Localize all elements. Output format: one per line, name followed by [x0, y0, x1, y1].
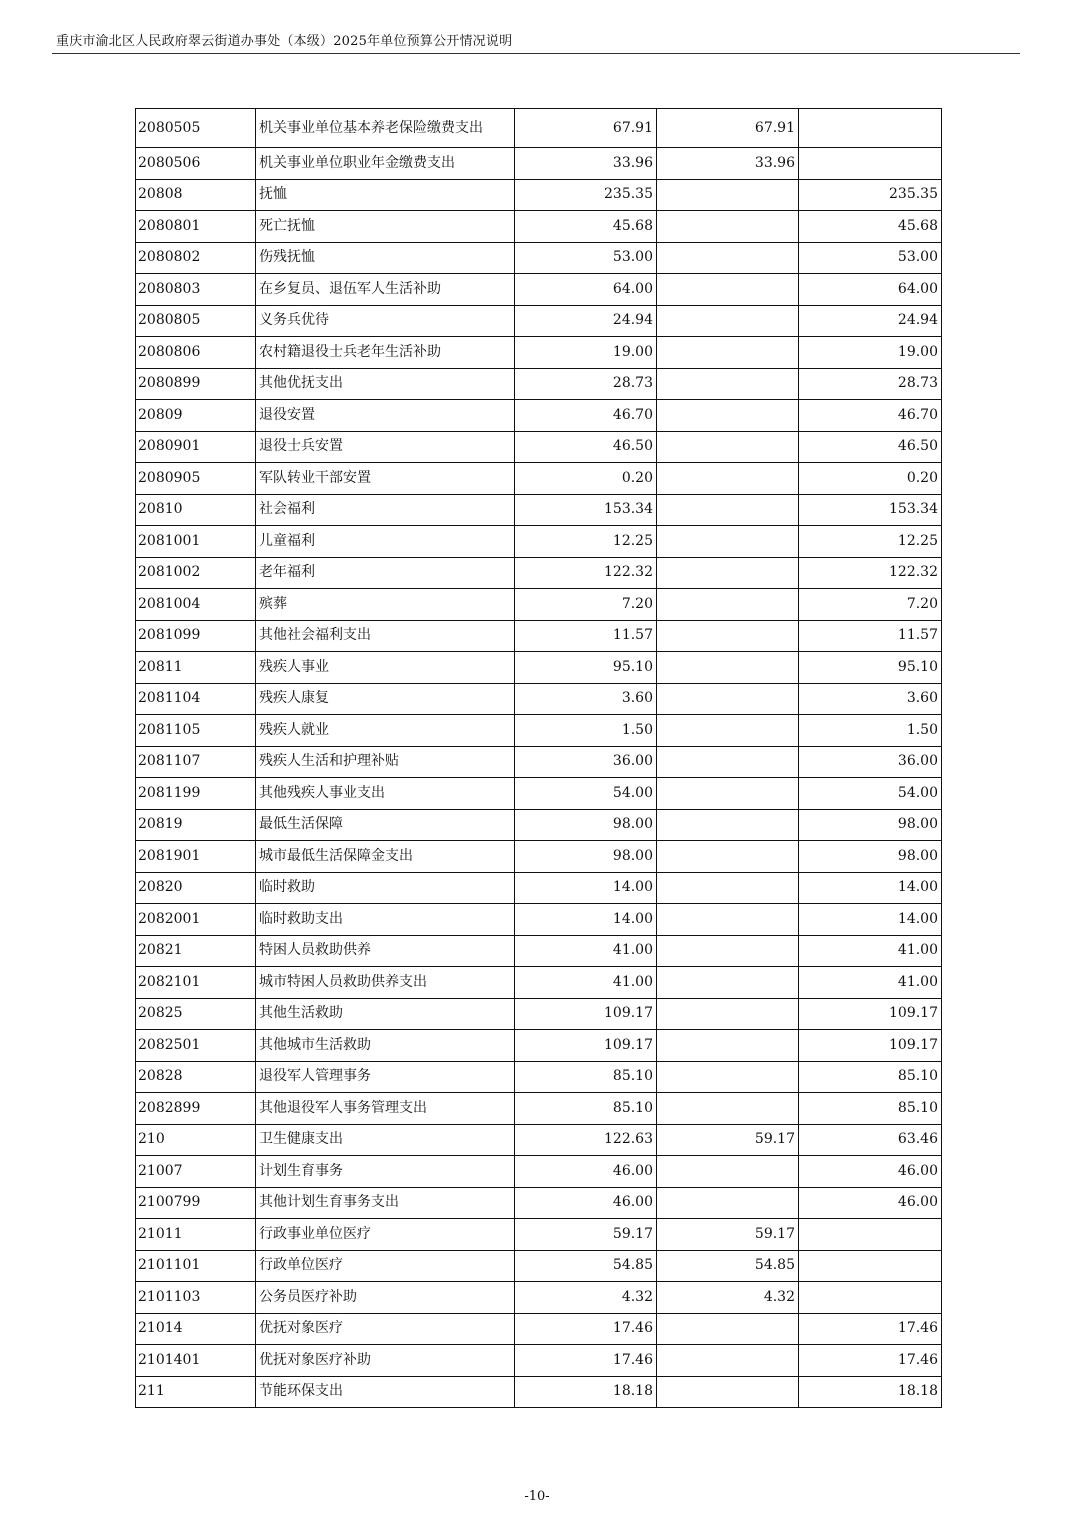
cell-function-name: 城市特困人员救助供养支出: [256, 967, 515, 999]
cell-basic-expenditure: [657, 242, 799, 274]
cell-total: 4.32: [515, 1282, 657, 1314]
cell-function-name: 退役安置: [256, 400, 515, 432]
cell-function-name: 死亡抚恤: [256, 211, 515, 243]
cell-function-name: 卫生健康支出: [256, 1124, 515, 1156]
cell-project-expenditure: [799, 1282, 942, 1314]
cell-function-name: 最低生活保障: [256, 809, 515, 841]
table-row: [136, 400, 942, 432]
cell-project-expenditure: 153.34: [799, 494, 942, 526]
table-row: [136, 463, 942, 495]
cell-basic-expenditure: [657, 526, 799, 558]
table-row: [136, 211, 942, 243]
cell-function-name: 机关事业单位职业年金缴费支出: [256, 148, 515, 180]
cell-basic-expenditure: [657, 305, 799, 337]
cell-basic-expenditure: [657, 557, 799, 589]
cell-function-code: 21014: [136, 1313, 256, 1345]
table-row: [136, 305, 942, 337]
cell-basic-expenditure: [657, 778, 799, 810]
cell-function-code: 2082899: [136, 1093, 256, 1125]
cell-basic-expenditure: [657, 620, 799, 652]
cell-function-code: 2081901: [136, 841, 256, 873]
cell-basic-expenditure: [657, 872, 799, 904]
cell-project-expenditure: [799, 109, 942, 148]
cell-project-expenditure: [799, 148, 942, 180]
cell-basic-expenditure: [657, 1376, 799, 1408]
cell-total: 17.46: [515, 1313, 657, 1345]
cell-basic-expenditure: [657, 715, 799, 747]
cell-project-expenditure: 3.60: [799, 683, 942, 715]
cell-function-name: 老年福利: [256, 557, 515, 589]
table-row: [136, 1156, 942, 1188]
cell-function-code: 2080802: [136, 242, 256, 274]
cell-project-expenditure: 109.17: [799, 998, 942, 1030]
cell-basic-expenditure: [657, 904, 799, 936]
cell-project-expenditure: 109.17: [799, 1030, 942, 1062]
table-row: [136, 148, 942, 180]
cell-basic-expenditure: [657, 337, 799, 369]
cell-function-code: 2081099: [136, 620, 256, 652]
cell-function-code: 20809: [136, 400, 256, 432]
cell-function-code: 21011: [136, 1219, 256, 1251]
table-row: [136, 778, 942, 810]
table-row: [136, 1282, 942, 1314]
table-row: [136, 967, 942, 999]
cell-function-code: 2081199: [136, 778, 256, 810]
cell-total: 1.50: [515, 715, 657, 747]
cell-basic-expenditure: [657, 652, 799, 684]
table-row: [136, 935, 942, 967]
cell-function-code: 20810: [136, 494, 256, 526]
table-row: [136, 368, 942, 400]
cell-basic-expenditure: [657, 1061, 799, 1093]
cell-basic-expenditure: [657, 967, 799, 999]
cell-basic-expenditure: 54.85: [657, 1250, 799, 1282]
table-row: [136, 683, 942, 715]
page-number: -10-: [524, 1489, 550, 1504]
table-row: [136, 1345, 942, 1377]
cell-total: 19.00: [515, 337, 657, 369]
cell-project-expenditure: 18.18: [799, 1376, 942, 1408]
cell-basic-expenditure: [657, 463, 799, 495]
table-row: [136, 746, 942, 778]
cell-project-expenditure: 12.25: [799, 526, 942, 558]
table-row: [136, 1250, 942, 1282]
cell-project-expenditure: 45.68: [799, 211, 942, 243]
cell-total: 18.18: [515, 1376, 657, 1408]
table-row: [136, 1219, 942, 1251]
cell-function-code: 2080805: [136, 305, 256, 337]
cell-total: 41.00: [515, 967, 657, 999]
cell-function-name: 优抚对象医疗: [256, 1313, 515, 1345]
budget-table: [135, 108, 942, 1408]
page-header-title: 重庆市渝北区人民政府翠云街道办事处（本级）2025年单位预算公开情况说明: [56, 34, 513, 49]
cell-project-expenditure: 46.70: [799, 400, 942, 432]
cell-function-code: 2080899: [136, 368, 256, 400]
cell-function-name: 残疾人事业: [256, 652, 515, 684]
cell-function-name: 殡葬: [256, 589, 515, 621]
cell-function-name: 行政事业单位医疗: [256, 1219, 515, 1251]
cell-basic-expenditure: [657, 1313, 799, 1345]
cell-function-code: 210: [136, 1124, 256, 1156]
cell-project-expenditure: 85.10: [799, 1093, 942, 1125]
table-row: [136, 557, 942, 589]
cell-function-name: 退役军人管理事务: [256, 1061, 515, 1093]
table-row: [136, 998, 942, 1030]
cell-total: 28.73: [515, 368, 657, 400]
cell-function-name: 抚恤: [256, 179, 515, 211]
cell-total: 46.00: [515, 1187, 657, 1219]
budget-table-body: [136, 109, 942, 1408]
cell-basic-expenditure: [657, 1345, 799, 1377]
cell-total: 14.00: [515, 904, 657, 936]
table-row: [136, 242, 942, 274]
cell-project-expenditure: 98.00: [799, 809, 942, 841]
table-row: [136, 841, 942, 873]
cell-project-expenditure: 64.00: [799, 274, 942, 306]
table-row: [136, 1061, 942, 1093]
header-divider: [52, 53, 1020, 54]
cell-basic-expenditure: [657, 211, 799, 243]
cell-function-name: 优抚对象医疗补助: [256, 1345, 515, 1377]
cell-total: 98.00: [515, 809, 657, 841]
cell-total: 153.34: [515, 494, 657, 526]
cell-function-code: 2082001: [136, 904, 256, 936]
cell-function-name: 在乡复员、退伍军人生活补助: [256, 274, 515, 306]
cell-total: 109.17: [515, 1030, 657, 1062]
cell-project-expenditure: 54.00: [799, 778, 942, 810]
cell-project-expenditure: [799, 1219, 942, 1251]
cell-function-code: 2101401: [136, 1345, 256, 1377]
cell-function-name: 社会福利: [256, 494, 515, 526]
cell-function-code: 2080901: [136, 431, 256, 463]
cell-function-code: 21007: [136, 1156, 256, 1188]
cell-project-expenditure: 98.00: [799, 841, 942, 873]
cell-function-name: 城市最低生活保障金支出: [256, 841, 515, 873]
cell-function-code: 2081104: [136, 683, 256, 715]
cell-function-name: 军队转业干部安置: [256, 463, 515, 495]
cell-total: 36.00: [515, 746, 657, 778]
cell-function-name: 残疾人生活和护理补贴: [256, 746, 515, 778]
cell-project-expenditure: 46.00: [799, 1187, 942, 1219]
cell-basic-expenditure: [657, 1187, 799, 1219]
table-row: [136, 526, 942, 558]
table-row: [136, 1124, 942, 1156]
cell-function-code: 2081004: [136, 589, 256, 621]
cell-function-name: 其他生活救助: [256, 998, 515, 1030]
cell-function-code: 2080806: [136, 337, 256, 369]
cell-basic-expenditure: [657, 841, 799, 873]
cell-function-name: 农村籍退役士兵老年生活补助: [256, 337, 515, 369]
cell-function-name: 残疾人康复: [256, 683, 515, 715]
table-row: [136, 1093, 942, 1125]
cell-function-name: 行政单位医疗: [256, 1250, 515, 1282]
table-row: [136, 715, 942, 747]
cell-basic-expenditure: [657, 1030, 799, 1062]
cell-project-expenditure: 36.00: [799, 746, 942, 778]
cell-total: 0.20: [515, 463, 657, 495]
cell-total: 14.00: [515, 872, 657, 904]
cell-total: 46.70: [515, 400, 657, 432]
cell-basic-expenditure: [657, 274, 799, 306]
cell-project-expenditure: 14.00: [799, 872, 942, 904]
cell-function-code: 2081107: [136, 746, 256, 778]
cell-function-name: 残疾人就业: [256, 715, 515, 747]
cell-total: 98.00: [515, 841, 657, 873]
cell-total: 122.32: [515, 557, 657, 589]
cell-total: 64.00: [515, 274, 657, 306]
cell-basic-expenditure: [657, 935, 799, 967]
cell-project-expenditure: 24.94: [799, 305, 942, 337]
cell-basic-expenditure: [657, 589, 799, 621]
cell-project-expenditure: 122.32: [799, 557, 942, 589]
cell-function-code: 2081002: [136, 557, 256, 589]
cell-function-name: 义务兵优待: [256, 305, 515, 337]
cell-project-expenditure: [799, 1250, 942, 1282]
cell-function-code: 20820: [136, 872, 256, 904]
cell-basic-expenditure: 59.17: [657, 1124, 799, 1156]
cell-project-expenditure: 46.00: [799, 1156, 942, 1188]
cell-total: 46.50: [515, 431, 657, 463]
cell-total: 41.00: [515, 935, 657, 967]
cell-project-expenditure: 46.50: [799, 431, 942, 463]
cell-project-expenditure: 41.00: [799, 967, 942, 999]
cell-total: 122.63: [515, 1124, 657, 1156]
cell-function-name: 临时救助支出: [256, 904, 515, 936]
table-row: [136, 337, 942, 369]
cell-basic-expenditure: 4.32: [657, 1282, 799, 1314]
cell-total: 24.94: [515, 305, 657, 337]
cell-project-expenditure: 235.35: [799, 179, 942, 211]
cell-project-expenditure: 17.46: [799, 1313, 942, 1345]
cell-function-name: 其他残疾人事业支出: [256, 778, 515, 810]
cell-project-expenditure: 19.00: [799, 337, 942, 369]
cell-function-name: 机关事业单位基本养老保险缴费支出: [256, 109, 515, 148]
cell-total: 85.10: [515, 1093, 657, 1125]
cell-total: 11.57: [515, 620, 657, 652]
cell-basic-expenditure: [657, 431, 799, 463]
cell-total: 85.10: [515, 1061, 657, 1093]
cell-project-expenditure: 14.00: [799, 904, 942, 936]
table-row: [136, 589, 942, 621]
cell-function-code: 2080803: [136, 274, 256, 306]
cell-function-code: 2101103: [136, 1282, 256, 1314]
cell-total: 53.00: [515, 242, 657, 274]
cell-total: 59.17: [515, 1219, 657, 1251]
cell-project-expenditure: 63.46: [799, 1124, 942, 1156]
cell-function-code: 2100799: [136, 1187, 256, 1219]
cell-project-expenditure: 95.10: [799, 652, 942, 684]
cell-function-code: 2082501: [136, 1030, 256, 1062]
cell-function-code: 20819: [136, 809, 256, 841]
table-row: [136, 872, 942, 904]
table-row: [136, 494, 942, 526]
cell-function-code: 20825: [136, 998, 256, 1030]
cell-function-code: 2081105: [136, 715, 256, 747]
cell-basic-expenditure: 59.17: [657, 1219, 799, 1251]
cell-function-code: 2082101: [136, 967, 256, 999]
cell-function-name: 其他城市生活救助: [256, 1030, 515, 1062]
cell-project-expenditure: 11.57: [799, 620, 942, 652]
table-row: [136, 1030, 942, 1062]
cell-function-code: 20828: [136, 1061, 256, 1093]
table-row: [136, 109, 942, 148]
cell-basic-expenditure: [657, 809, 799, 841]
cell-project-expenditure: 1.50: [799, 715, 942, 747]
cell-total: 3.60: [515, 683, 657, 715]
cell-total: 12.25: [515, 526, 657, 558]
table-row: [136, 809, 942, 841]
cell-total: 95.10: [515, 652, 657, 684]
cell-total: 17.46: [515, 1345, 657, 1377]
cell-basic-expenditure: [657, 683, 799, 715]
table-row: [136, 179, 942, 211]
cell-function-code: 20821: [136, 935, 256, 967]
cell-total: 7.20: [515, 589, 657, 621]
cell-basic-expenditure: [657, 998, 799, 1030]
table-row: [136, 1313, 942, 1345]
cell-project-expenditure: 53.00: [799, 242, 942, 274]
table-row: [136, 904, 942, 936]
cell-basic-expenditure: [657, 368, 799, 400]
table-row: [136, 1187, 942, 1219]
cell-function-name: 其他退役军人事务管理支出: [256, 1093, 515, 1125]
cell-function-name: 退役士兵安置: [256, 431, 515, 463]
cell-total: 109.17: [515, 998, 657, 1030]
cell-function-code: 20811: [136, 652, 256, 684]
table-row: [136, 620, 942, 652]
cell-function-code: 2080905: [136, 463, 256, 495]
cell-basic-expenditure: [657, 400, 799, 432]
cell-function-name: 节能环保支出: [256, 1376, 515, 1408]
cell-project-expenditure: 85.10: [799, 1061, 942, 1093]
cell-basic-expenditure: [657, 179, 799, 211]
cell-project-expenditure: 28.73: [799, 368, 942, 400]
cell-function-name: 伤残抚恤: [256, 242, 515, 274]
cell-project-expenditure: 17.46: [799, 1345, 942, 1377]
cell-basic-expenditure: 67.91: [657, 109, 799, 148]
cell-basic-expenditure: [657, 494, 799, 526]
cell-total: 45.68: [515, 211, 657, 243]
cell-basic-expenditure: [657, 1093, 799, 1125]
cell-function-name: 儿童福利: [256, 526, 515, 558]
cell-project-expenditure: 41.00: [799, 935, 942, 967]
cell-basic-expenditure: [657, 1156, 799, 1188]
cell-function-name: 其他计划生育事务支出: [256, 1187, 515, 1219]
table-row: [136, 1376, 942, 1408]
cell-total: 54.85: [515, 1250, 657, 1282]
cell-function-name: 特困人员救助供养: [256, 935, 515, 967]
cell-function-code: 20808: [136, 179, 256, 211]
cell-total: 235.35: [515, 179, 657, 211]
cell-total: 54.00: [515, 778, 657, 810]
cell-total: 33.96: [515, 148, 657, 180]
cell-function-code: 2081001: [136, 526, 256, 558]
cell-function-code: 211: [136, 1376, 256, 1408]
cell-total: 46.00: [515, 1156, 657, 1188]
cell-project-expenditure: 0.20: [799, 463, 942, 495]
cell-function-code: 2080801: [136, 211, 256, 243]
cell-function-code: 2080505: [136, 109, 256, 148]
cell-total: 67.91: [515, 109, 657, 148]
cell-function-name: 其他社会福利支出: [256, 620, 515, 652]
cell-function-name: 计划生育事务: [256, 1156, 515, 1188]
table-row: [136, 274, 942, 306]
cell-basic-expenditure: [657, 746, 799, 778]
table-row: [136, 652, 942, 684]
cell-function-code: 2080506: [136, 148, 256, 180]
cell-function-code: 2101101: [136, 1250, 256, 1282]
table-row: [136, 431, 942, 463]
cell-basic-expenditure: 33.96: [657, 148, 799, 180]
cell-function-name: 公务员医疗补助: [256, 1282, 515, 1314]
cell-project-expenditure: 7.20: [799, 589, 942, 621]
cell-function-name: 临时救助: [256, 872, 515, 904]
cell-function-name: 其他优抚支出: [256, 368, 515, 400]
